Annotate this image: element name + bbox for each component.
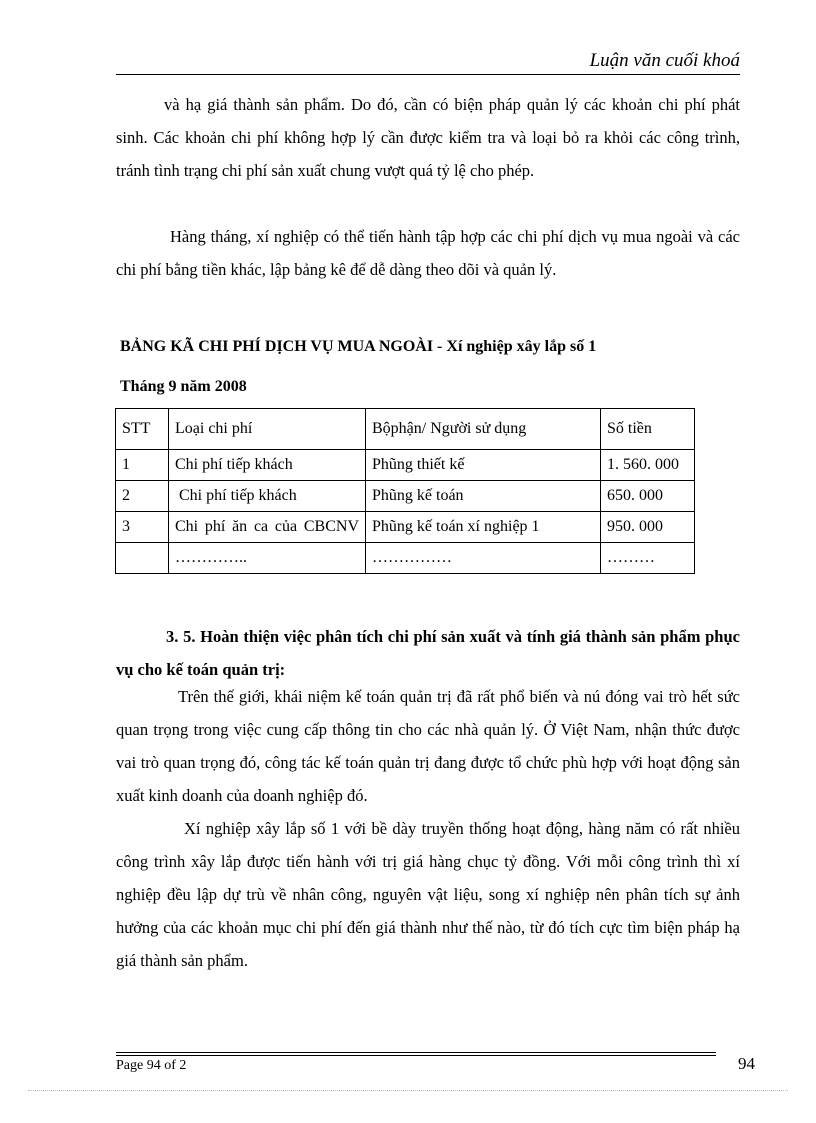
paragraph-2: Hàng tháng, xí nghiệp có thể tiến hành tập hợp các chi phí dịch vụ mua ngoài và các chi phí bằng tiền khác, lập bảng kê để dễ dàng theo dõi và quản lý. [116,227,740,279]
footer-page-label: Page 94 of 2 [116,1058,187,1073]
table-row [116,543,695,574]
table-row [116,481,695,512]
cell-cost-type: Chi phí ăn ca của CBCNV [169,512,366,543]
cell-department: Phũng kế toán xí nghiệp 1 [366,512,601,543]
table-row [116,512,695,543]
header-amount: Số tiền [601,409,695,450]
table-subtitle: Tháng 9 năm 2008 [120,378,247,395]
cell-department: …………… [366,543,601,574]
cell-amount: 950. 000 [601,512,695,543]
header-rule [116,74,740,75]
header-department: Bộphận/ Người sử dụng [366,409,601,450]
cost-table [115,408,695,574]
paragraph-3: Trên thế giới, khái niệm kế toán quản trị đã rất phổ biến và nú đóng vai trò hết sức quan trọng trong việc cung cấp thông tin cho các nhà quản lý. Ở Việt Nam, nhận thức được vai trò quan trọng đó, công tác kế toán quản trị đang được tổ chức phù hợp với hoạt động sản xuất kinh doanh của doanh nghiệp đó. [116,687,740,805]
footer-page-number: 94 [738,1054,755,1073]
cell-amount: 1. 560. 000 [601,450,695,481]
table-header-row [116,409,695,450]
header-cost-type: Loại chi phí [169,409,366,450]
header-title: Luận văn cuối khoá [589,50,740,71]
table-title: BẢNG KÃ CHI PHÍ DỊCH VỤ MUA NGOÀI - Xí nghiệp xây lắp số 1 [120,338,597,355]
cell-department: Phũng thiết kế [366,450,601,481]
cell-stt: 2 [116,481,169,512]
cell-department: Phũng kế toán [366,481,601,512]
footer-rule [116,1052,716,1053]
cell-cost-type: Chi phí tiếp khách [169,450,366,481]
page-bottom-border [28,1090,788,1091]
cell-amount: 650. 000 [601,481,695,512]
cell-stt: 3 [116,512,169,543]
footer-rule-double [116,1055,716,1056]
cell-amount: ……… [601,543,695,574]
cell-stt [116,543,169,574]
header-stt: STT [116,409,169,450]
paragraph-1: và hạ giá thành sản phẩm. Do đó, cần có biện pháp quản lý các khoản chi phí phát sinh. Các khoản chi phí không hợp lý cần được kiểm tra và loại bỏ ra khỏi các công trình, tránh tình trạng chi phí sản xuất chung vượt quá tỷ lệ cho phép. [116,95,740,180]
table-row [116,450,695,481]
cell-cost-type: ………….. [169,543,366,574]
section-heading: 3. 5. Hoàn thiện việc phân tích chi phí sản xuất và tính giá thành sản phẩm phục vụ cho kế toán quản trị: [116,627,740,679]
cell-cost-type: Chi phí tiếp khách [169,481,366,512]
paragraph-4: Xí nghiệp xây lắp số 1 với bề dày truyền thống hoạt động, hàng năm có rất nhiều công trình xây lắp được tiến hành với trị giá hàng chục tỷ đồng. Với mỗi công trình thì xí nghiệp đều lập dự trù về nhân công, nguyên vật liệu, song xí nghiệp nên phân tích sự ảnh hưởng của các khoản mục chi phí đến giá thành như thế nào, từ đó tích cực tìm biện pháp hạ giá thành sản phẩm. [116,819,740,970]
cell-stt: 1 [116,450,169,481]
